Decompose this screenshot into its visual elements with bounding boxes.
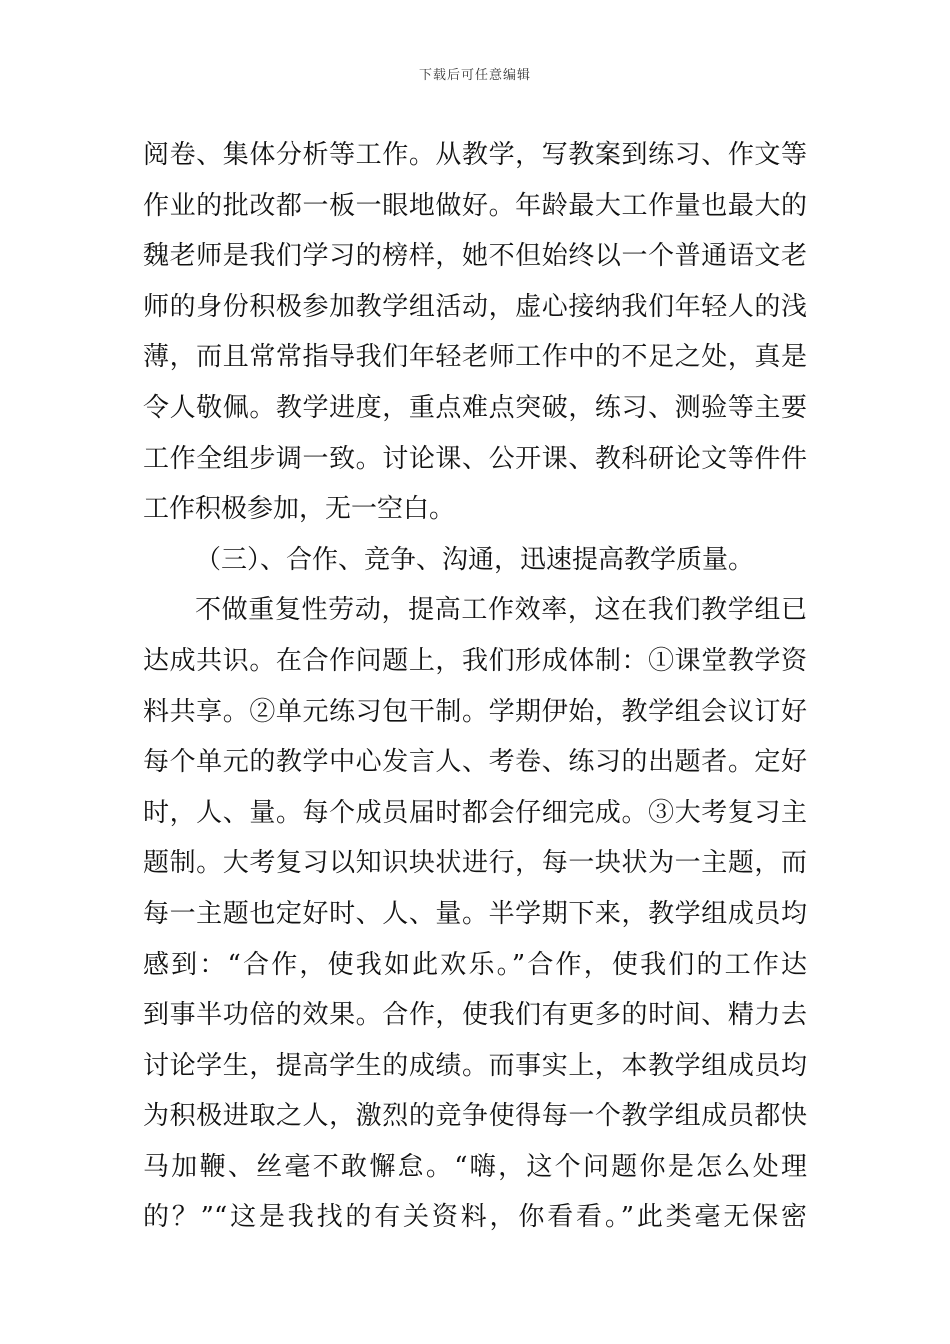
text-line: 令人敬佩。教学进度，重点难点突破，练习、测验等主要 <box>143 392 807 423</box>
text-line: 师的身份积极参加教学组活动，虚心接纳我们年轻人的浅 <box>143 291 807 322</box>
text-line: 作业的批改都一板一眼地做好。年龄最大工作量也最大的 <box>143 190 807 221</box>
text-line: 时，人、量。每个成员届时都会仔细完成。③大考复习主 <box>143 797 807 828</box>
text-line: 工作全组步调一致。讨论课、公开课、教科研论文等件件 <box>143 443 807 474</box>
section-heading: （三）、合作、竞争、沟通，迅速提高教学质量。 <box>195 544 755 575</box>
text-line: 为积极进取之人，激烈的竞争使得每一个教学组成员都快 <box>143 1101 807 1132</box>
text-line: 的？”“这是我找的有关资料，你看看。”此类毫无保密 <box>143 1202 807 1233</box>
document-body <box>143 130 807 1243</box>
text-line: 料共享。②单元练习包干制。学期伊始，教学组会议订好 <box>143 696 807 727</box>
page-header: 下载后可任意编辑 <box>418 68 531 83</box>
text-line: 讨论学生，提高学生的成绩。而事实上，本教学组成员均 <box>143 1050 807 1081</box>
text-line: 题制。大考复习以知识块状进行，每一块状为一主题，而 <box>143 848 807 879</box>
text-line: 达成共识。在合作问题上，我们形成体制：①课堂教学资 <box>143 645 807 676</box>
text-line: 到事半功倍的效果。合作，使我们有更多的时间、精力去 <box>143 1000 807 1031</box>
text-line: 阅卷、集体分析等工作。从教学，写教案到练习、作文等 <box>143 140 807 170</box>
text-line: 感到：“合作，使我如此欢乐。”合作，使我们的工作达 <box>143 949 807 980</box>
text-line: 魏老师是我们学习的榜样，她不但始终以一个普通语文老 <box>143 241 807 272</box>
text-line: 每个单元的教学中心发言人、考卷、练习的出题者。定好 <box>143 747 807 778</box>
text-line: 马加鞭、丝毫不敢懈怠。“嗨，这个问题你是怎么处理 <box>143 1151 807 1182</box>
text-line: 不做重复性劳动，提高工作效率，这在我们教学组已 <box>195 595 807 626</box>
text-line: 薄，而且常常指导我们年轻老师工作中的不足之处，真是 <box>143 342 807 373</box>
text-line: 工作积极参加，无一空白。 <box>143 494 456 525</box>
text-line: 每一主题也定好时、人、量。半学期下来，教学组成员均 <box>143 898 807 929</box>
